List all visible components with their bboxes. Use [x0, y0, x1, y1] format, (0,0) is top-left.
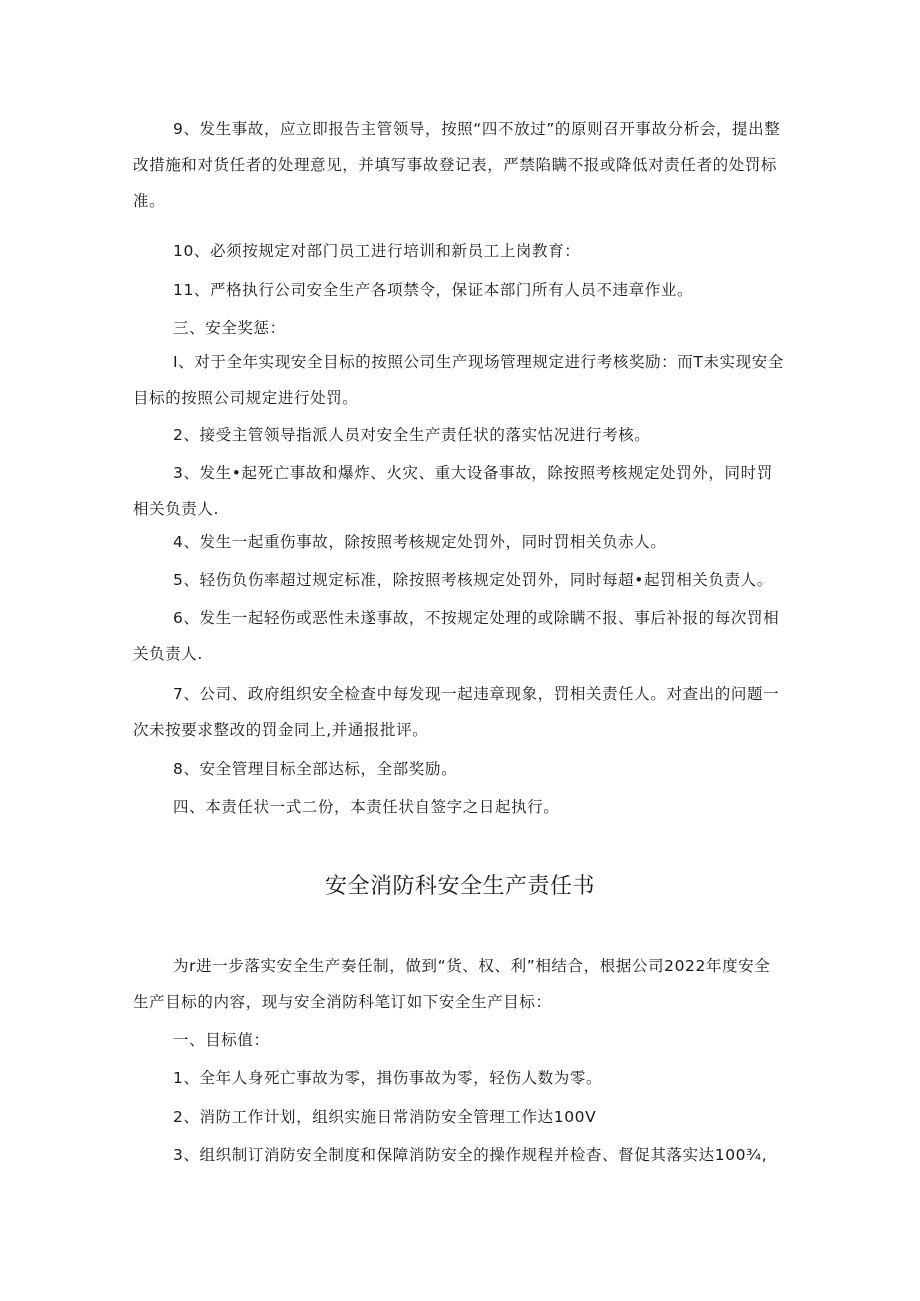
paragraph-reward-1: I、对于全年实现安全目标的按照公司生产现场管理规定进行考核奖励：而T未实现安全目标的按照公司规定进行处罚。 — [133, 353, 784, 407]
page-title: 安全消防科安全生产责任书 — [324, 874, 595, 899]
paragraph-training: 10、必须按规定对部门员工进行培训和新员工上岗教育： — [173, 242, 581, 260]
paragraph-reward-5: 5、轻伤负伤率超过规定标准，除按照考核规定处罚外，同时每超•起罚相关负责人。 — [173, 571, 773, 589]
heading-rewards-penalties: 三、安全奖惩： — [173, 319, 286, 337]
paragraph-intro: 为r进一步落实安全生产奏任制，做到“货、权、利”相结合，根据公司2022年度安全生产目标的内容，现与安全消防科笔订如下安全生产目标： — [133, 957, 771, 1011]
paragraph-safety-prohibitions: 11、严格执行公司安全生产各项禁令，保证本部门所有人员不违章作业。 — [173, 281, 694, 299]
paragraph-target-3: 3、组织制订消防安全制度和保障消防安全的操作规程并检杳、督促其落实达100¾, — [173, 1146, 768, 1164]
paragraph-reward-2: 2、接受主管领导指派人员对安全生产责任状的落实怙况进行考核。 — [173, 426, 651, 444]
heading-target-values: 一、目标值： — [173, 1031, 270, 1049]
paragraph-accident-report: 9、发生事故，应立即报告主管领导，按照“四不放过”的原则召开事故分析会，提出整改措施和对货任者的处理意见，并填写事故登记表，严禁陷瞒不报或降低对责任者的处罚标准。 — [133, 120, 781, 210]
paragraph-reward-7: 7、公司、政府组织安全检查中每发现一起违章现象，罚相关责任人。对查出的问题一次未按要求整改的罚金同上,并通报批评。 — [133, 685, 780, 739]
paragraph-reward-3: 3、发生•起死亡事故和爆炸、火灾、重大设备事故，除按照考核规定处罚外，同时罚相关负责人. — [133, 464, 773, 518]
paragraph-target-2: 2、消防工作计划，组织实施日常消防安全管理工作达100V — [173, 1108, 597, 1126]
paragraph-reward-8: 8、安全管理目标全部达标，全部奖励。 — [173, 760, 458, 778]
paragraph-execution: 四、本责任状一式二份，本责任状自签字之日起执行。 — [173, 798, 560, 816]
paragraph-reward-6: 6、发生一起轻伤或恶性未遂事故，不按规定处理的或除瞒不报、事后补报的每次罚相关负责人. — [133, 609, 780, 663]
paragraph-reward-4: 4、发生一起重伤事故，除按照考核规定处罚外，同时罚相关负赤人。 — [173, 533, 667, 551]
paragraph-target-1: 1、全年人身死亡事故为零，揖伤事故为零，轻伤人数为零。 — [173, 1069, 603, 1087]
